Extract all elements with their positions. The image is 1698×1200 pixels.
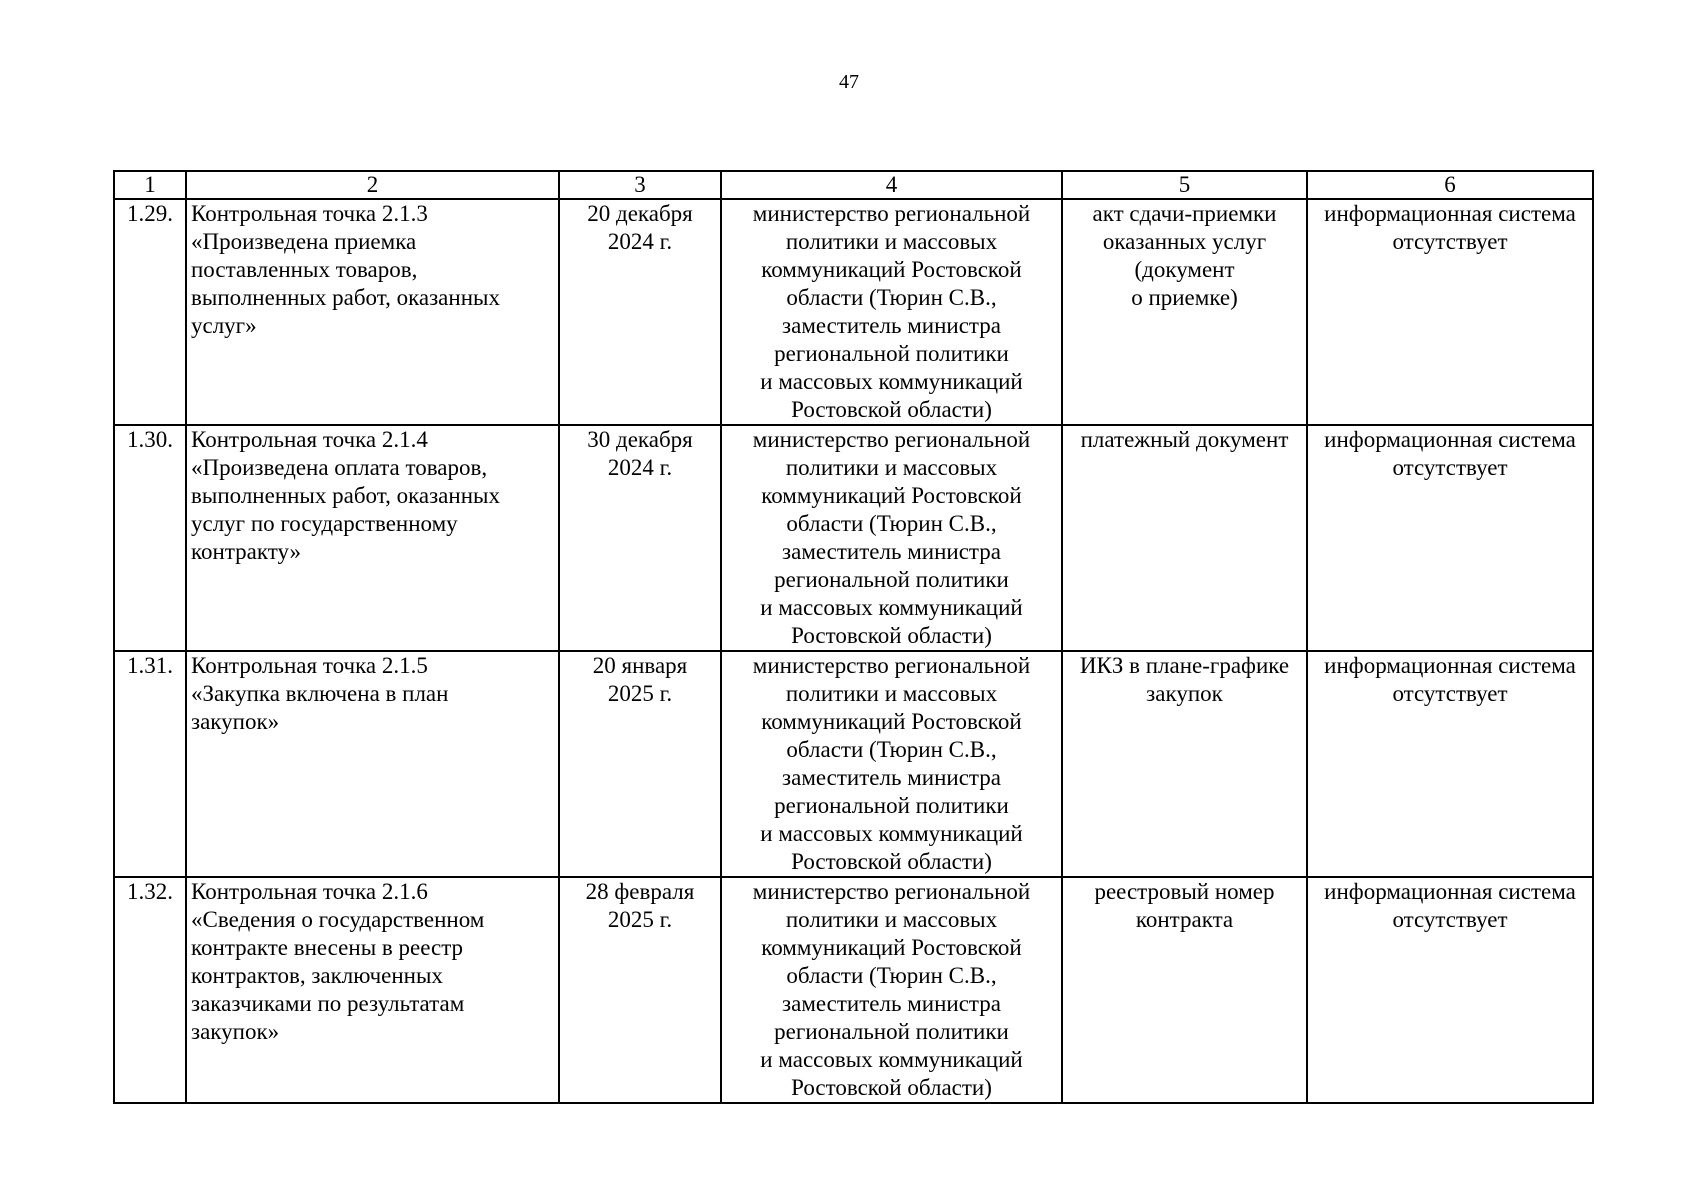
cell-line: контрактов, заключенных (191, 963, 443, 988)
cell-line: региональной политики (774, 567, 1009, 592)
cell-line: министерство региональной (752, 653, 1031, 678)
cell-line: заместитель министра (782, 991, 1001, 1016)
control-points-table (113, 170, 1594, 1104)
information-system-cell (1307, 651, 1593, 877)
cell-line: «Произведена приемка (191, 229, 417, 254)
row-number-cell: 1.32. (114, 877, 186, 1103)
cell-line: контракта (1135, 907, 1234, 932)
document-cell (1062, 651, 1307, 877)
cell-line: оказанных услуг (1102, 229, 1267, 254)
cell-line: региональной политики (774, 793, 1009, 818)
cell-line: закупок» (191, 1019, 280, 1044)
cell-line: отсутствует (1392, 681, 1508, 706)
cell-line: (документ (1134, 257, 1235, 282)
cell-line: о приемке) (1131, 285, 1238, 310)
deadline-cell (559, 425, 721, 651)
cell-line: коммуникаций Ростовской (761, 257, 1022, 282)
cell-line: поставленных товаров, (191, 257, 418, 282)
header-row (114, 171, 1593, 199)
column-header-3: 3 (559, 171, 721, 199)
cell-line: «Сведения о государственном (191, 907, 485, 932)
cell-line: заместитель министра (782, 313, 1001, 338)
cell-line: информационная система (1324, 653, 1576, 678)
column-header-4: 4 (721, 171, 1062, 199)
cell-line: Контрольная точка 2.1.4 (191, 427, 428, 452)
document-cell (1062, 425, 1307, 651)
cell-line: региональной политики (774, 341, 1009, 366)
row-number-cell: 1.31. (114, 651, 186, 877)
cell-line: 2025 г. (607, 907, 673, 932)
cell-line: «Закупка включена в план (191, 681, 449, 706)
cell-line: информационная система (1324, 427, 1576, 452)
responsible-cell (721, 651, 1062, 877)
table-row (114, 199, 1593, 425)
cell-line: заместитель министра (782, 539, 1001, 564)
cell-line: коммуникаций Ростовской (761, 483, 1022, 508)
cell-line: области (Тюрин С.В., (786, 511, 997, 536)
cell-line: 30 декабря (587, 427, 693, 452)
cell-line: контракте внесены в реестр (191, 935, 464, 960)
cell-line: ИКЗ в плане-графике (1079, 653, 1290, 678)
table-header (114, 171, 1593, 199)
cell-line: «Произведена оплата товаров, (191, 455, 488, 480)
cell-line: 2025 г. (607, 681, 673, 706)
column-header-1: 1 (114, 171, 186, 199)
cell-line: Ростовской области) (791, 397, 992, 422)
document-cell (1062, 199, 1307, 425)
row-number-cell: 1.29. (114, 199, 186, 425)
table-body (114, 199, 1593, 1103)
column-header-2: 2 (186, 171, 559, 199)
cell-line: области (Тюрин С.В., (786, 285, 997, 310)
cell-line: Ростовской области) (791, 849, 992, 874)
cell-line: Контрольная точка 2.1.3 (191, 201, 428, 226)
cell-line: информационная система (1324, 879, 1576, 904)
cell-line: закупок» (191, 709, 280, 734)
cell-line: 20 декабря (587, 201, 693, 226)
deadline-cell (559, 877, 721, 1103)
cell-line: министерство региональной (752, 427, 1031, 452)
cell-line: политики и массовых (785, 907, 998, 932)
control-point-name-cell (186, 425, 559, 651)
cell-line: реестровый номер (1094, 879, 1275, 904)
cell-line: и массовых коммуникаций (760, 821, 1023, 846)
cell-line: политики и массовых (785, 229, 998, 254)
document-cell (1062, 877, 1307, 1103)
cell-line: акт сдачи-приемки (1092, 201, 1277, 226)
cell-line: платежный документ (1080, 427, 1289, 452)
table-row (114, 425, 1593, 651)
table-row (114, 877, 1593, 1103)
row-number-cell: 1.30. (114, 425, 186, 651)
cell-line: 2024 г. (607, 229, 673, 254)
cell-line: Контрольная точка 2.1.6 (191, 879, 428, 904)
page-number: 47 (839, 71, 859, 93)
cell-line: и массовых коммуникаций (760, 1047, 1023, 1072)
responsible-cell (721, 425, 1062, 651)
cell-line: отсутствует (1392, 907, 1508, 932)
cell-line: области (Тюрин С.В., (786, 737, 997, 762)
cell-line: отсутствует (1392, 229, 1508, 254)
cell-line: министерство региональной (752, 201, 1031, 226)
deadline-cell (559, 651, 721, 877)
cell-line: Контрольная точка 2.1.5 (191, 653, 428, 678)
cell-line: выполненных работ, оказанных (191, 285, 500, 310)
cell-line: выполненных работ, оказанных (191, 483, 500, 508)
deadline-cell (559, 199, 721, 425)
cell-line: информационная система (1324, 201, 1576, 226)
cell-line: и массовых коммуникаций (760, 595, 1023, 620)
cell-line: области (Тюрин С.В., (786, 963, 997, 988)
cell-line: коммуникаций Ростовской (761, 935, 1022, 960)
control-point-name-cell (186, 199, 559, 425)
cell-line: 2024 г. (607, 455, 673, 480)
cell-line: 28 февраля (585, 879, 695, 904)
information-system-cell (1307, 425, 1593, 651)
cell-line: политики и массовых (785, 681, 998, 706)
table-row (114, 651, 1593, 877)
information-system-cell (1307, 199, 1593, 425)
cell-line: министерство региональной (752, 879, 1031, 904)
cell-line: коммуникаций Ростовской (761, 709, 1022, 734)
control-point-name-cell (186, 877, 559, 1103)
cell-line: и массовых коммуникаций (760, 369, 1023, 394)
cell-line: услуг» (191, 313, 257, 338)
cell-line: контракту» (191, 539, 302, 564)
cell-line: политики и массовых (785, 455, 998, 480)
cell-line: Ростовской области) (791, 1075, 992, 1100)
cell-line: отсутствует (1392, 455, 1508, 480)
responsible-cell (721, 199, 1062, 425)
cell-line: 20 января (592, 653, 688, 678)
responsible-cell (721, 877, 1062, 1103)
column-header-6: 6 (1307, 171, 1593, 199)
cell-line: региональной политики (774, 1019, 1009, 1044)
cell-line: заместитель министра (782, 765, 1001, 790)
column-header-5: 5 (1062, 171, 1307, 199)
cell-line: закупок (1146, 681, 1223, 706)
cell-line: услуг по государственному (191, 511, 458, 536)
cell-line: заказчиками по результатам (191, 991, 465, 1016)
cell-line: Ростовской области) (791, 623, 992, 648)
information-system-cell (1307, 877, 1593, 1103)
control-point-name-cell (186, 651, 559, 877)
